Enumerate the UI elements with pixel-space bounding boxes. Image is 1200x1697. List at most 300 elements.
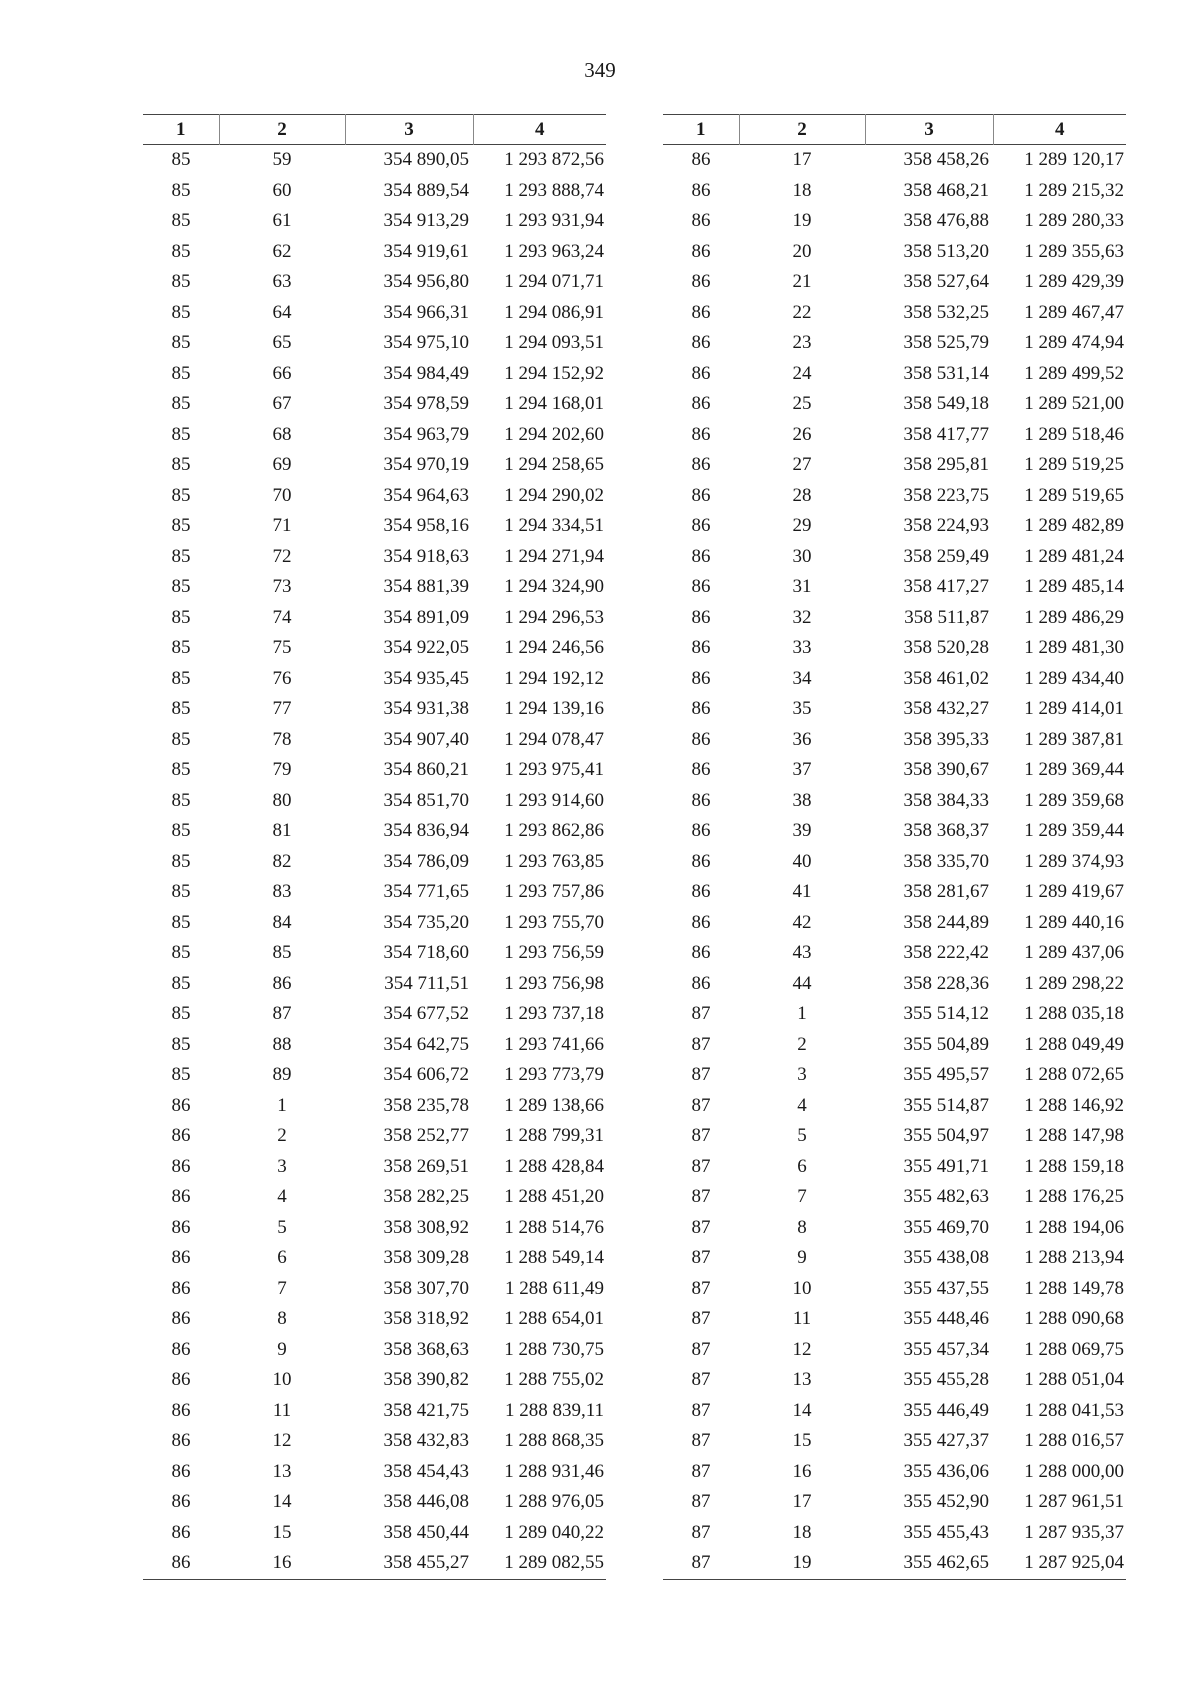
table-row bbox=[663, 511, 1126, 542]
contour-number-cell: 85 bbox=[171, 850, 191, 872]
y-coordinate-cell: 1 293 741,66 bbox=[504, 1033, 604, 1055]
contour-number-cell: 86 bbox=[691, 820, 711, 841]
contour-number-cell: 85 bbox=[171, 332, 191, 353]
x-coordinate-cell: 354 677,52 bbox=[383, 1003, 469, 1024]
coordinates-table-right bbox=[663, 114, 1126, 1580]
coordinates-table-left bbox=[143, 114, 606, 1580]
y-coordinate-cell: 1 288 654,01 bbox=[504, 1308, 604, 1329]
x-coordinate-cell: 358 228,36 bbox=[903, 972, 989, 994]
point-number-cell: 30 bbox=[792, 545, 812, 567]
x-coordinate-cell: 354 836,94 bbox=[383, 820, 469, 841]
y-coordinate-cell: 1 288 868,35 bbox=[504, 1430, 604, 1451]
contour-number-cell: 87 bbox=[691, 1277, 711, 1299]
x-coordinate-cell: 358 454,43 bbox=[383, 1460, 469, 1482]
point-number-cell: 16 bbox=[272, 1552, 292, 1573]
y-coordinate-cell: 1 293 914,60 bbox=[504, 789, 604, 811]
y-coordinate-cell: 1 289 485,14 bbox=[1024, 576, 1124, 597]
table-row bbox=[143, 603, 606, 634]
x-coordinate-cell: 358 222,42 bbox=[903, 942, 989, 963]
contour-number-cell: 87 bbox=[691, 1430, 711, 1451]
table-row bbox=[143, 786, 606, 817]
contour-number-cell: 87 bbox=[691, 1308, 711, 1329]
table-row bbox=[143, 664, 606, 695]
table-row bbox=[663, 938, 1126, 969]
table-row bbox=[143, 1121, 606, 1152]
point-number-cell: 39 bbox=[792, 820, 812, 841]
contour-number-cell: 85 bbox=[171, 393, 191, 414]
x-coordinate-cell: 358 531,14 bbox=[903, 362, 989, 384]
y-coordinate-cell: 1 294 258,65 bbox=[504, 454, 604, 475]
y-coordinate-cell: 1 294 152,92 bbox=[504, 362, 604, 384]
y-coordinate-cell: 1 289 280,33 bbox=[1024, 210, 1124, 231]
contour-number-cell: 85 bbox=[171, 759, 191, 780]
table-row bbox=[143, 359, 606, 390]
point-number-cell: 3 bbox=[277, 1155, 287, 1177]
point-number-cell: 40 bbox=[792, 850, 812, 872]
contour-number-cell: 86 bbox=[691, 759, 711, 780]
contour-number-cell: 87 bbox=[691, 1552, 711, 1573]
x-coordinate-cell: 354 907,40 bbox=[383, 728, 469, 750]
contour-number-cell: 85 bbox=[171, 1033, 191, 1055]
contour-number-cell: 86 bbox=[691, 423, 711, 445]
table-row bbox=[663, 267, 1126, 298]
table-row bbox=[143, 1182, 606, 1213]
contour-number-cell: 85 bbox=[171, 301, 191, 323]
contour-number-cell: 85 bbox=[171, 911, 191, 933]
y-coordinate-cell: 1 288 176,25 bbox=[1024, 1186, 1124, 1207]
contour-number-cell: 86 bbox=[171, 1460, 191, 1482]
table-row bbox=[143, 572, 606, 603]
table-row bbox=[663, 1182, 1126, 1213]
point-number-cell: 43 bbox=[792, 942, 812, 963]
x-coordinate-cell: 358 468,21 bbox=[903, 179, 989, 201]
contour-number-cell: 85 bbox=[171, 942, 191, 963]
column-header-1: 1 bbox=[176, 118, 186, 140]
point-number-cell: 20 bbox=[792, 240, 812, 262]
point-number-cell: 12 bbox=[272, 1430, 292, 1451]
table-row bbox=[143, 694, 606, 725]
contour-number-cell: 85 bbox=[171, 484, 191, 506]
table-row bbox=[663, 1457, 1126, 1488]
point-number-cell: 13 bbox=[272, 1460, 292, 1482]
contour-number-cell: 87 bbox=[691, 1369, 711, 1390]
y-coordinate-cell: 1 294 271,94 bbox=[504, 545, 604, 567]
x-coordinate-cell: 358 384,33 bbox=[903, 789, 989, 811]
point-number-cell: 19 bbox=[792, 1552, 812, 1573]
contour-number-cell: 87 bbox=[691, 1216, 711, 1238]
table-row bbox=[143, 1426, 606, 1457]
table-row bbox=[663, 1518, 1126, 1549]
point-number-cell: 6 bbox=[797, 1155, 807, 1177]
table-row bbox=[663, 1213, 1126, 1244]
contour-number-cell: 85 bbox=[171, 667, 191, 689]
point-number-cell: 64 bbox=[272, 301, 292, 323]
contour-number-cell: 86 bbox=[691, 362, 711, 384]
point-number-cell: 8 bbox=[277, 1308, 287, 1329]
point-number-cell: 7 bbox=[797, 1186, 807, 1207]
y-coordinate-cell: 1 288 041,53 bbox=[1024, 1399, 1124, 1421]
y-coordinate-cell: 1 288 931,46 bbox=[504, 1460, 604, 1482]
point-number-cell: 60 bbox=[272, 179, 292, 201]
y-coordinate-cell: 1 288 149,78 bbox=[1024, 1277, 1124, 1299]
y-coordinate-cell: 1 289 414,01 bbox=[1024, 698, 1124, 719]
x-coordinate-cell: 354 919,61 bbox=[383, 240, 469, 262]
point-number-cell: 76 bbox=[272, 667, 292, 689]
y-coordinate-cell: 1 289 440,16 bbox=[1024, 911, 1124, 933]
y-coordinate-cell: 1 294 246,56 bbox=[504, 637, 604, 658]
x-coordinate-cell: 358 432,83 bbox=[383, 1430, 469, 1451]
point-number-cell: 33 bbox=[792, 637, 812, 658]
table-row bbox=[143, 633, 606, 664]
x-coordinate-cell: 354 966,31 bbox=[383, 301, 469, 323]
contour-number-cell: 86 bbox=[691, 667, 711, 689]
column-header-2: 2 bbox=[739, 115, 865, 145]
column-header-3: 3 bbox=[345, 115, 473, 145]
point-number-cell: 16 bbox=[792, 1460, 812, 1482]
x-coordinate-cell: 358 446,08 bbox=[383, 1491, 469, 1512]
point-number-cell: 70 bbox=[272, 484, 292, 506]
y-coordinate-cell: 1 289 359,44 bbox=[1024, 820, 1124, 841]
point-number-cell: 18 bbox=[792, 179, 812, 201]
table-row bbox=[143, 1457, 606, 1488]
contour-number-cell: 86 bbox=[691, 698, 711, 719]
x-coordinate-cell: 354 851,70 bbox=[383, 789, 469, 811]
point-number-cell: 77 bbox=[272, 698, 292, 719]
table-body-left bbox=[143, 145, 606, 1580]
point-number-cell: 4 bbox=[277, 1186, 287, 1207]
table-row bbox=[143, 1548, 606, 1579]
contour-number-cell: 86 bbox=[691, 454, 711, 475]
x-coordinate-cell: 355 455,43 bbox=[903, 1521, 989, 1543]
table-row bbox=[143, 1243, 606, 1274]
y-coordinate-cell: 1 294 202,60 bbox=[504, 423, 604, 445]
x-coordinate-cell: 358 295,81 bbox=[903, 454, 989, 475]
table-row bbox=[663, 298, 1126, 329]
y-coordinate-cell: 1 294 290,02 bbox=[504, 484, 604, 506]
point-number-cell: 59 bbox=[272, 149, 292, 170]
y-coordinate-cell: 1 289 474,94 bbox=[1024, 332, 1124, 353]
y-coordinate-cell: 1 289 481,24 bbox=[1024, 545, 1124, 567]
point-number-cell: 24 bbox=[792, 362, 812, 384]
point-number-cell: 10 bbox=[272, 1369, 292, 1390]
y-coordinate-cell: 1 289 298,22 bbox=[1024, 972, 1124, 994]
table-row bbox=[663, 176, 1126, 207]
y-coordinate-cell: 1 293 756,98 bbox=[504, 972, 604, 994]
point-number-cell: 37 bbox=[792, 759, 812, 780]
point-number-cell: 61 bbox=[272, 210, 292, 231]
point-number-cell: 79 bbox=[272, 759, 292, 780]
x-coordinate-cell: 358 390,67 bbox=[903, 759, 989, 780]
contour-number-cell: 86 bbox=[691, 576, 711, 597]
y-coordinate-cell: 1 289 437,06 bbox=[1024, 942, 1124, 963]
y-coordinate-cell: 1 289 518,46 bbox=[1024, 423, 1124, 445]
x-coordinate-cell: 354 975,10 bbox=[383, 332, 469, 353]
y-coordinate-cell: 1 293 872,56 bbox=[504, 149, 604, 170]
y-coordinate-cell: 1 288 016,57 bbox=[1024, 1430, 1124, 1451]
table-row bbox=[143, 1091, 606, 1122]
x-coordinate-cell: 358 335,70 bbox=[903, 850, 989, 872]
table-row bbox=[663, 481, 1126, 512]
y-coordinate-cell: 1 288 147,98 bbox=[1024, 1125, 1124, 1146]
point-number-cell: 41 bbox=[792, 881, 812, 902]
table-row bbox=[663, 786, 1126, 817]
contour-number-cell: 86 bbox=[171, 1308, 191, 1329]
table-row bbox=[143, 267, 606, 298]
x-coordinate-cell: 358 269,51 bbox=[383, 1155, 469, 1177]
x-coordinate-cell: 354 913,29 bbox=[383, 210, 469, 231]
contour-number-cell: 87 bbox=[691, 1186, 711, 1207]
contour-number-cell: 86 bbox=[171, 1521, 191, 1543]
y-coordinate-cell: 1 289 499,52 bbox=[1024, 362, 1124, 384]
x-coordinate-cell: 354 964,63 bbox=[383, 484, 469, 506]
x-coordinate-cell: 358 390,82 bbox=[383, 1369, 469, 1390]
point-number-cell: 21 bbox=[792, 271, 812, 292]
table-row bbox=[143, 237, 606, 268]
y-coordinate-cell: 1 294 324,90 bbox=[504, 576, 604, 597]
table-row bbox=[143, 877, 606, 908]
point-number-cell: 62 bbox=[272, 240, 292, 262]
x-coordinate-cell: 354 935,45 bbox=[383, 667, 469, 689]
table-row bbox=[663, 908, 1126, 939]
point-number-cell: 11 bbox=[792, 1308, 812, 1329]
table-row bbox=[143, 481, 606, 512]
x-coordinate-cell: 358 417,77 bbox=[903, 423, 989, 445]
x-coordinate-cell: 355 436,06 bbox=[903, 1460, 989, 1482]
point-number-cell: 83 bbox=[272, 881, 292, 902]
contour-number-cell: 85 bbox=[171, 1064, 191, 1085]
table-row bbox=[663, 999, 1126, 1030]
point-number-cell: 73 bbox=[272, 576, 292, 597]
y-coordinate-cell: 1 288 213,94 bbox=[1024, 1247, 1124, 1268]
contour-number-cell: 86 bbox=[171, 1399, 191, 1421]
contour-number-cell: 85 bbox=[171, 271, 191, 292]
contour-number-cell: 86 bbox=[691, 393, 711, 414]
contour-number-cell: 86 bbox=[171, 1125, 191, 1146]
point-number-cell: 67 bbox=[272, 393, 292, 414]
y-coordinate-cell: 1 289 521,00 bbox=[1024, 393, 1124, 414]
table-row bbox=[663, 450, 1126, 481]
y-coordinate-cell: 1 287 925,04 bbox=[1024, 1552, 1124, 1573]
x-coordinate-cell: 354 642,75 bbox=[383, 1033, 469, 1055]
point-number-cell: 6 bbox=[277, 1247, 287, 1268]
x-coordinate-cell: 358 281,67 bbox=[903, 881, 989, 902]
point-number-cell: 3 bbox=[797, 1064, 807, 1085]
y-coordinate-cell: 1 293 931,94 bbox=[504, 210, 604, 231]
point-number-cell: 4 bbox=[797, 1094, 807, 1116]
x-coordinate-cell: 354 970,19 bbox=[383, 454, 469, 475]
x-coordinate-cell: 355 491,71 bbox=[903, 1155, 989, 1177]
point-number-cell: 9 bbox=[277, 1338, 287, 1360]
y-coordinate-cell: 1 294 334,51 bbox=[504, 515, 604, 536]
table-row bbox=[143, 145, 606, 176]
x-coordinate-cell: 354 922,05 bbox=[383, 637, 469, 658]
x-coordinate-cell: 355 438,08 bbox=[903, 1247, 989, 1268]
x-coordinate-cell: 358 259,49 bbox=[903, 545, 989, 567]
contour-number-cell: 87 bbox=[691, 1094, 711, 1116]
y-coordinate-cell: 1 288 035,18 bbox=[1024, 1003, 1124, 1024]
point-number-cell: 32 bbox=[792, 606, 812, 628]
table-row bbox=[143, 450, 606, 481]
contour-number-cell: 85 bbox=[171, 698, 191, 719]
point-number-cell: 69 bbox=[272, 454, 292, 475]
y-coordinate-cell: 1 288 549,14 bbox=[504, 1247, 604, 1268]
contour-number-cell: 87 bbox=[691, 1125, 711, 1146]
point-number-cell: 72 bbox=[272, 545, 292, 567]
table-row bbox=[663, 1060, 1126, 1091]
contour-number-cell: 87 bbox=[691, 1491, 711, 1512]
table-row bbox=[663, 542, 1126, 573]
x-coordinate-cell: 358 224,93 bbox=[903, 515, 989, 536]
point-number-cell: 86 bbox=[272, 972, 292, 994]
contour-number-cell: 86 bbox=[691, 972, 711, 994]
point-number-cell: 31 bbox=[792, 576, 812, 597]
y-coordinate-cell: 1 289 369,44 bbox=[1024, 759, 1124, 780]
table-row bbox=[143, 1030, 606, 1061]
x-coordinate-cell: 355 448,46 bbox=[903, 1308, 989, 1329]
y-coordinate-cell: 1 288 049,49 bbox=[1024, 1033, 1124, 1055]
y-coordinate-cell: 1 288 051,04 bbox=[1024, 1369, 1124, 1390]
point-number-cell: 10 bbox=[792, 1277, 812, 1299]
x-coordinate-cell: 355 469,70 bbox=[903, 1216, 989, 1238]
table-row bbox=[663, 237, 1126, 268]
x-coordinate-cell: 358 308,92 bbox=[383, 1216, 469, 1238]
y-coordinate-cell: 1 294 093,51 bbox=[504, 332, 604, 353]
table-row bbox=[143, 999, 606, 1030]
table-row bbox=[663, 847, 1126, 878]
contour-number-cell: 86 bbox=[171, 1186, 191, 1207]
point-number-cell: 27 bbox=[792, 454, 812, 475]
x-coordinate-cell: 355 446,49 bbox=[903, 1399, 989, 1421]
y-coordinate-cell: 1 294 296,53 bbox=[504, 606, 604, 628]
y-coordinate-cell: 1 289 387,81 bbox=[1024, 728, 1124, 750]
x-coordinate-cell: 358 432,27 bbox=[903, 698, 989, 719]
contour-number-cell: 87 bbox=[691, 1033, 711, 1055]
x-coordinate-cell: 355 462,65 bbox=[903, 1552, 989, 1573]
point-number-cell: 9 bbox=[797, 1247, 807, 1268]
contour-number-cell: 86 bbox=[171, 1491, 191, 1512]
table-row bbox=[663, 1487, 1126, 1518]
point-number-cell: 85 bbox=[272, 942, 292, 963]
table-row bbox=[143, 1213, 606, 1244]
x-coordinate-cell: 358 417,27 bbox=[903, 576, 989, 597]
table-row bbox=[143, 206, 606, 237]
x-coordinate-cell: 354 718,60 bbox=[383, 942, 469, 963]
table-row bbox=[143, 1304, 606, 1335]
point-number-cell: 65 bbox=[272, 332, 292, 353]
y-coordinate-cell: 1 288 069,75 bbox=[1024, 1338, 1124, 1360]
y-coordinate-cell: 1 289 374,93 bbox=[1024, 850, 1124, 872]
contour-number-cell: 87 bbox=[691, 1003, 711, 1024]
contour-number-cell: 86 bbox=[691, 210, 711, 231]
y-coordinate-cell: 1 288 755,02 bbox=[504, 1369, 604, 1390]
point-number-cell: 1 bbox=[797, 1003, 807, 1024]
x-coordinate-cell: 354 786,09 bbox=[383, 850, 469, 872]
table-row bbox=[663, 1548, 1126, 1579]
table-row bbox=[663, 877, 1126, 908]
point-number-cell: 63 bbox=[272, 271, 292, 292]
x-coordinate-cell: 354 918,63 bbox=[383, 545, 469, 567]
contour-number-cell: 86 bbox=[691, 881, 711, 902]
contour-number-cell: 86 bbox=[691, 637, 711, 658]
y-coordinate-cell: 1 288 090,68 bbox=[1024, 1308, 1124, 1329]
contour-number-cell: 87 bbox=[691, 1399, 711, 1421]
table-row bbox=[143, 1518, 606, 1549]
point-number-cell: 80 bbox=[272, 789, 292, 811]
contour-number-cell: 87 bbox=[691, 1247, 711, 1268]
point-number-cell: 81 bbox=[272, 820, 292, 841]
y-coordinate-cell: 1 289 481,30 bbox=[1024, 637, 1124, 658]
point-number-cell: 8 bbox=[797, 1216, 807, 1238]
contour-number-cell: 87 bbox=[691, 1521, 711, 1543]
x-coordinate-cell: 358 513,20 bbox=[903, 240, 989, 262]
point-number-cell: 26 bbox=[792, 423, 812, 445]
x-coordinate-cell: 354 860,21 bbox=[383, 759, 469, 780]
y-coordinate-cell: 1 294 139,16 bbox=[504, 698, 604, 719]
point-number-cell: 36 bbox=[792, 728, 812, 750]
y-coordinate-cell: 1 294 168,01 bbox=[504, 393, 604, 414]
x-coordinate-cell: 355 455,28 bbox=[903, 1369, 989, 1390]
contour-number-cell: 85 bbox=[171, 637, 191, 658]
table-row bbox=[143, 420, 606, 451]
x-coordinate-cell: 355 427,37 bbox=[903, 1430, 989, 1451]
table-row bbox=[663, 1243, 1126, 1274]
x-coordinate-cell: 355 504,97 bbox=[903, 1125, 989, 1146]
contour-number-cell: 86 bbox=[171, 1369, 191, 1390]
x-coordinate-cell: 358 252,77 bbox=[383, 1125, 469, 1146]
contour-number-cell: 87 bbox=[691, 1460, 711, 1482]
point-number-cell: 5 bbox=[797, 1125, 807, 1146]
point-number-cell: 1 bbox=[277, 1094, 287, 1116]
y-coordinate-cell: 1 288 451,20 bbox=[504, 1186, 604, 1207]
x-coordinate-cell: 354 891,09 bbox=[383, 606, 469, 628]
point-number-cell: 23 bbox=[792, 332, 812, 353]
table-row bbox=[663, 1335, 1126, 1366]
x-coordinate-cell: 358 307,70 bbox=[383, 1277, 469, 1299]
contour-number-cell: 85 bbox=[171, 820, 191, 841]
contour-number-cell: 86 bbox=[691, 515, 711, 536]
contour-number-cell: 85 bbox=[171, 576, 191, 597]
table-row bbox=[143, 176, 606, 207]
table-row bbox=[143, 328, 606, 359]
point-number-cell: 13 bbox=[792, 1369, 812, 1390]
x-coordinate-cell: 358 318,92 bbox=[383, 1308, 469, 1329]
contour-number-cell: 85 bbox=[171, 606, 191, 628]
table-body-right bbox=[663, 145, 1126, 1580]
point-number-cell: 38 bbox=[792, 789, 812, 811]
x-coordinate-cell: 358 458,26 bbox=[903, 149, 989, 170]
contour-number-cell: 86 bbox=[171, 1216, 191, 1238]
table-row bbox=[143, 1152, 606, 1183]
x-coordinate-cell: 355 437,55 bbox=[903, 1277, 989, 1299]
column-header-4: 4 bbox=[993, 115, 1126, 145]
table-row bbox=[663, 969, 1126, 1000]
contour-number-cell: 85 bbox=[171, 423, 191, 445]
column-header-2: 2 bbox=[219, 115, 345, 145]
point-number-cell: 89 bbox=[272, 1064, 292, 1085]
table-row bbox=[143, 1274, 606, 1305]
contour-number-cell: 86 bbox=[691, 240, 711, 262]
x-coordinate-cell: 358 455,27 bbox=[383, 1552, 469, 1573]
table-row bbox=[663, 1304, 1126, 1335]
contour-number-cell: 86 bbox=[691, 484, 711, 506]
y-coordinate-cell: 1 293 862,86 bbox=[504, 820, 604, 841]
x-coordinate-cell: 358 244,89 bbox=[903, 911, 989, 933]
y-coordinate-cell: 1 289 355,63 bbox=[1024, 240, 1124, 262]
x-coordinate-cell: 358 223,75 bbox=[903, 484, 989, 506]
contour-number-cell: 85 bbox=[171, 728, 191, 750]
contour-number-cell: 86 bbox=[691, 179, 711, 201]
point-number-cell: 88 bbox=[272, 1033, 292, 1055]
